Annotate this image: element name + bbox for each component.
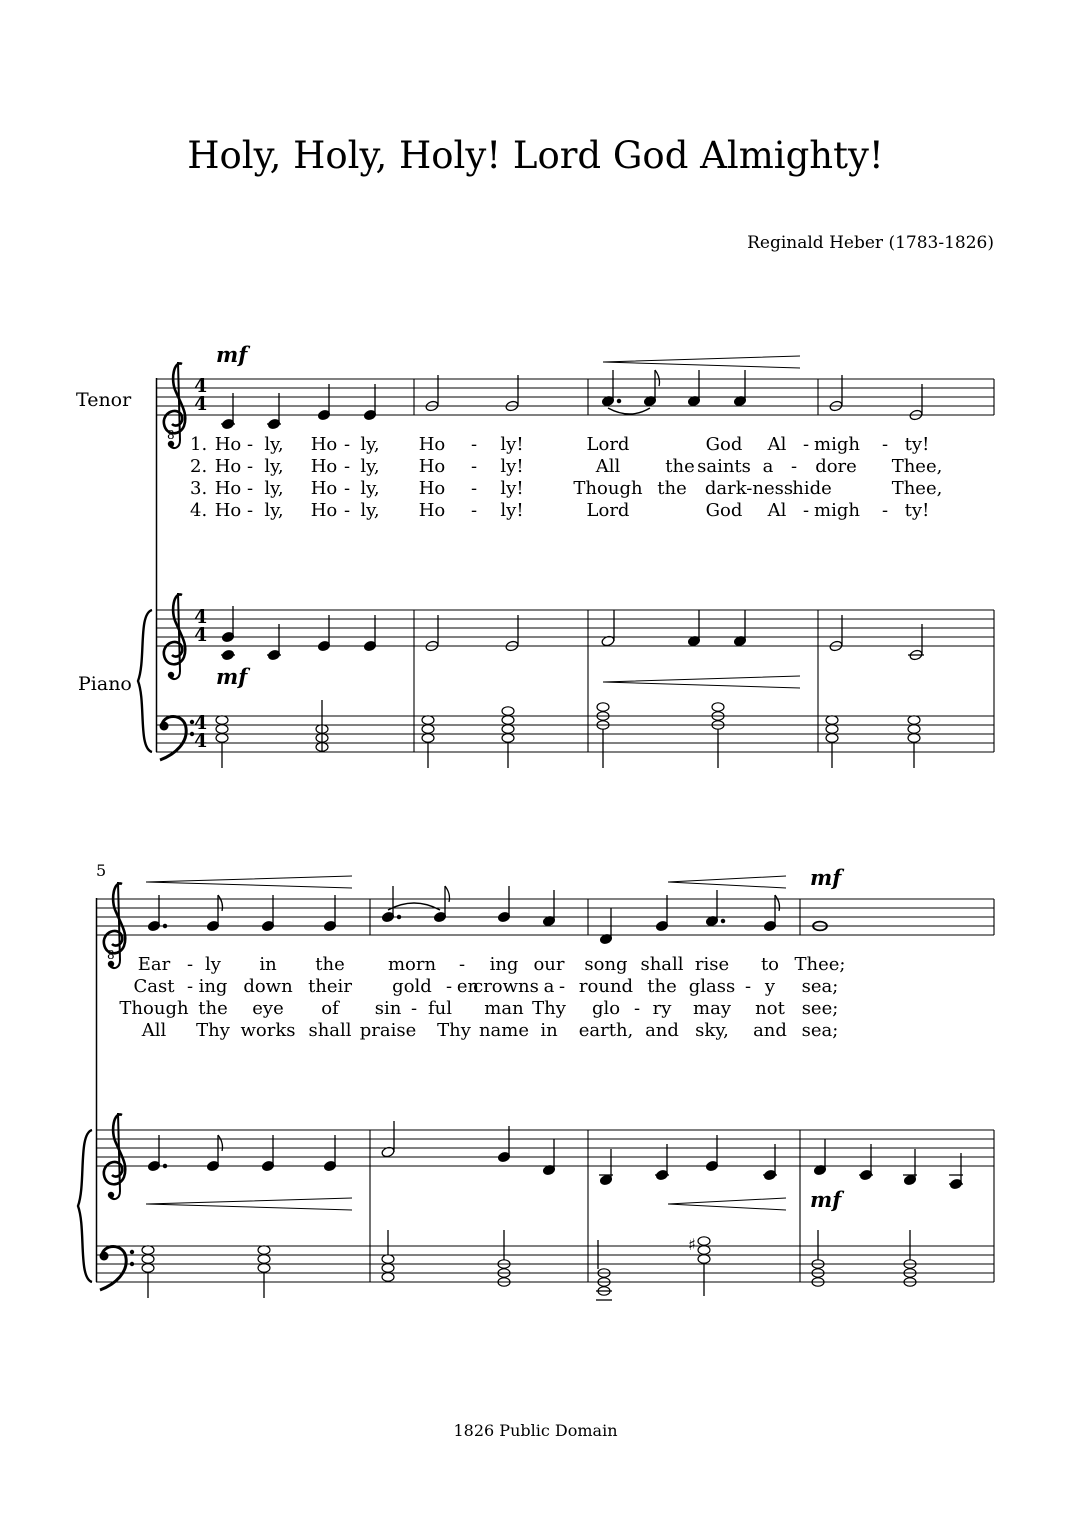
lyric-syllable: ly, <box>360 500 380 521</box>
lyric-syllable: Ho <box>310 478 338 499</box>
instrument-label-piano: Piano <box>78 673 132 695</box>
dynamic-mark: mf <box>216 342 248 367</box>
lyric-syllable: name <box>478 1020 530 1041</box>
lyric-syllable: glass <box>688 976 736 997</box>
lyric-syllable: ful <box>427 998 453 1019</box>
lyric-syllable: earth, <box>578 1020 634 1041</box>
lyric-syllable: Thy <box>437 1020 471 1041</box>
lyric-syllable: - <box>343 500 351 521</box>
lyric-syllable: man <box>484 998 524 1019</box>
lyric-syllable: - <box>802 434 810 455</box>
lyric-syllable: - <box>246 456 254 477</box>
lyric-syllable: - <box>558 976 566 997</box>
lyric-syllable: en <box>456 976 480 997</box>
dynamic-mark: mf <box>216 664 248 689</box>
crescendo-hairpin <box>668 876 786 888</box>
lyric-syllable: All <box>141 1020 167 1041</box>
crescendo-hairpin <box>146 876 352 888</box>
lyric-syllable: Ho <box>418 478 446 499</box>
dynamic-mark: mf <box>810 1187 842 1212</box>
lyric-syllable: dark-ness <box>704 478 794 499</box>
lyric-syllable: the <box>657 478 687 499</box>
lyric-syllable: - <box>470 478 478 499</box>
lyric-syllable: Lord <box>586 434 630 455</box>
dynamic-mark: mf <box>810 865 842 890</box>
tenor-notes-2 <box>147 886 827 945</box>
lyric-syllable: the <box>665 456 695 477</box>
lyric-syllable: ly, <box>264 434 284 455</box>
lyric-syllable: Though <box>119 998 189 1019</box>
crescendo-hairpin <box>668 1198 786 1210</box>
verse-number: 1. <box>190 434 208 455</box>
staff-tenor-2 <box>96 899 994 935</box>
lyric-syllable: ly, <box>264 456 284 477</box>
lyric-syllable: ly <box>205 954 221 975</box>
lyric-syllable: in <box>259 954 277 975</box>
instrument-label-tenor: Tenor <box>76 389 132 411</box>
octave-mark: 8 <box>167 428 175 442</box>
lyric-syllable: in <box>540 1020 558 1041</box>
lyric-syllable: - <box>410 998 418 1019</box>
lyric-syllable: ly! <box>500 478 524 499</box>
lyric-syllable: - <box>470 434 478 455</box>
staff-piano-treble-1 <box>156 610 994 752</box>
lyric-syllable: Ho <box>418 456 446 477</box>
lyrics-system-1 <box>215 434 943 521</box>
lyric-syllable: shall <box>640 954 684 975</box>
crescendo-hairpin <box>603 676 800 688</box>
lyric-syllable: Thy <box>196 1020 230 1041</box>
lyric-syllable: round <box>578 976 634 997</box>
lyric-syllable: and <box>645 1020 679 1041</box>
lyric-syllable: sea; <box>801 976 839 997</box>
lyric-syllable: - <box>881 434 889 455</box>
lyric-syllable: - <box>881 500 889 521</box>
lyric-syllable: - <box>802 500 810 521</box>
lyric-syllable: Ho <box>310 500 338 521</box>
lyric-syllable: Ear <box>137 954 171 975</box>
lyric-syllable: down <box>243 976 293 997</box>
lyric-syllable: - <box>445 976 453 997</box>
lyric-syllable: a <box>762 456 774 477</box>
page-title: Holy, Holy, Holy! Lord God Almighty! <box>187 134 884 177</box>
lyric-syllable: a <box>543 976 555 997</box>
lyric-syllable: - <box>246 478 254 499</box>
lyric-syllable: shall <box>308 1020 352 1041</box>
lyric-syllable: - <box>744 976 752 997</box>
lyric-syllable: Cast <box>133 976 175 997</box>
lyric-syllable: glo <box>591 998 621 1019</box>
verse-number: 4. <box>190 500 208 521</box>
lyric-syllable: their <box>308 976 352 997</box>
verse-number: 3. <box>190 478 208 499</box>
lyric-syllable: the <box>315 954 345 975</box>
brace-icon <box>78 1130 92 1282</box>
lyric-syllable: not <box>755 998 785 1019</box>
lyric-syllable: of <box>321 998 339 1019</box>
lyric-syllable: gold <box>392 976 432 997</box>
lyric-syllable: ty! <box>904 500 930 521</box>
lyric-syllable: Thee, <box>891 478 943 499</box>
lyric-syllable: Ho <box>214 500 242 521</box>
lyric-syllable: Ho <box>310 456 338 477</box>
lyric-syllable: dore <box>815 456 857 477</box>
lyric-syllable: - <box>343 434 351 455</box>
lyric-syllable: sky, <box>695 1020 729 1041</box>
lyric-syllable: ly! <box>500 434 524 455</box>
lyric-syllable: rise <box>694 954 730 975</box>
lyric-syllable: Ho <box>418 434 446 455</box>
lyrics-system-2 <box>119 954 845 1041</box>
copyright-footer: 1826 Public Domain <box>453 1421 618 1440</box>
bass-clef-icon <box>100 1247 135 1291</box>
lyric-syllable: - <box>343 478 351 499</box>
lyric-syllable: Al <box>767 500 787 521</box>
lyric-syllable: song <box>584 954 628 975</box>
lyric-syllable: ly, <box>360 478 380 499</box>
time-sig-top: 4 <box>194 606 208 628</box>
crescendo-hairpin <box>146 1198 352 1210</box>
lyric-syllable: ry <box>652 998 672 1019</box>
time-sig-top: 4 <box>194 375 208 397</box>
lyric-syllable: - <box>246 434 254 455</box>
lyric-syllable: Ho <box>418 500 446 521</box>
lyric-syllable: God <box>705 434 743 455</box>
lyric-syllable: - <box>470 456 478 477</box>
lyric-syllable: crowns <box>473 976 539 997</box>
lyric-syllable: Thy <box>532 998 566 1019</box>
lyric-syllable: migh <box>814 434 860 455</box>
lyric-syllable: Ho <box>214 434 242 455</box>
lyric-syllable: Thee; <box>794 954 846 975</box>
lyric-syllable: eye <box>252 998 284 1019</box>
staff-piano-bass-2 <box>96 1246 994 1282</box>
lyric-syllable: - <box>458 954 466 975</box>
lyric-syllable: - <box>246 500 254 521</box>
lyric-syllable: our <box>533 954 565 975</box>
lyric-syllable: may <box>693 998 731 1019</box>
lyric-syllable: to <box>760 954 780 975</box>
lyric-syllable: - <box>186 954 194 975</box>
lyric-syllable: - <box>470 500 478 521</box>
staff-piano-bass-1 <box>156 716 994 752</box>
lyric-syllable: ing <box>489 954 519 975</box>
lyric-syllable: ly, <box>360 456 380 477</box>
composer-credit: Reginald Heber (1783-1826) <box>747 233 994 253</box>
lyric-syllable: ly! <box>500 456 524 477</box>
crescendo-hairpin <box>603 356 800 368</box>
treble-clef-icon <box>164 593 185 679</box>
lyric-syllable: God <box>705 500 743 521</box>
lyric-syllable: works <box>240 1020 296 1041</box>
lyric-syllable: - <box>633 998 641 1019</box>
time-sig-bottom: 4 <box>194 624 208 646</box>
lyric-syllable: ly! <box>500 500 524 521</box>
lyric-syllable: Ho <box>214 478 242 499</box>
lyric-syllable: - <box>790 456 798 477</box>
brace-icon <box>138 610 152 752</box>
lyric-syllable: Thee, <box>891 456 943 477</box>
lyric-syllable: morn <box>387 954 437 975</box>
treble-clef-icon <box>104 1113 125 1199</box>
time-sig-bottom: 4 <box>194 730 208 752</box>
lyric-syllable: the <box>198 998 228 1019</box>
lyric-syllable: ly, <box>360 434 380 455</box>
lyric-syllable: - <box>343 456 351 477</box>
time-sig-top: 4 <box>194 712 208 734</box>
svg-text:♯: ♯ <box>688 1235 696 1254</box>
staff-tenor-1 <box>156 379 994 415</box>
lyric-syllable: see; <box>801 998 839 1019</box>
lyric-syllable: - <box>186 976 194 997</box>
lyric-syllable: Ho <box>214 456 242 477</box>
time-sig-bottom: 4 <box>194 393 208 415</box>
lyric-syllable: Ho <box>310 434 338 455</box>
bass-clef-icon <box>160 717 195 761</box>
lyric-syllable: sea; <box>801 1020 839 1041</box>
lyric-syllable: sin <box>374 998 402 1019</box>
lyric-syllable: ty! <box>904 434 930 455</box>
lyric-syllable: ly, <box>264 478 284 499</box>
measure-number: 5 <box>96 861 107 880</box>
lyric-syllable: Al <box>767 434 787 455</box>
lyric-syllable: All <box>595 456 621 477</box>
lyric-syllable: praise <box>359 1020 417 1041</box>
lyric-syllable: Lord <box>586 500 630 521</box>
lyric-syllable: hide <box>792 478 832 499</box>
lyric-syllable: saints <box>697 456 751 477</box>
lyric-syllable: ly, <box>264 500 284 521</box>
lyric-syllable: ing <box>198 976 228 997</box>
lyric-syllable: and <box>753 1020 787 1041</box>
lyric-syllable: Though <box>573 478 643 499</box>
lyric-syllable: y <box>764 976 776 997</box>
lyric-syllable: the <box>647 976 677 997</box>
lyric-syllable: migh <box>814 500 860 521</box>
octave-mark: 8 <box>107 948 115 962</box>
verse-number: 2. <box>190 456 208 477</box>
